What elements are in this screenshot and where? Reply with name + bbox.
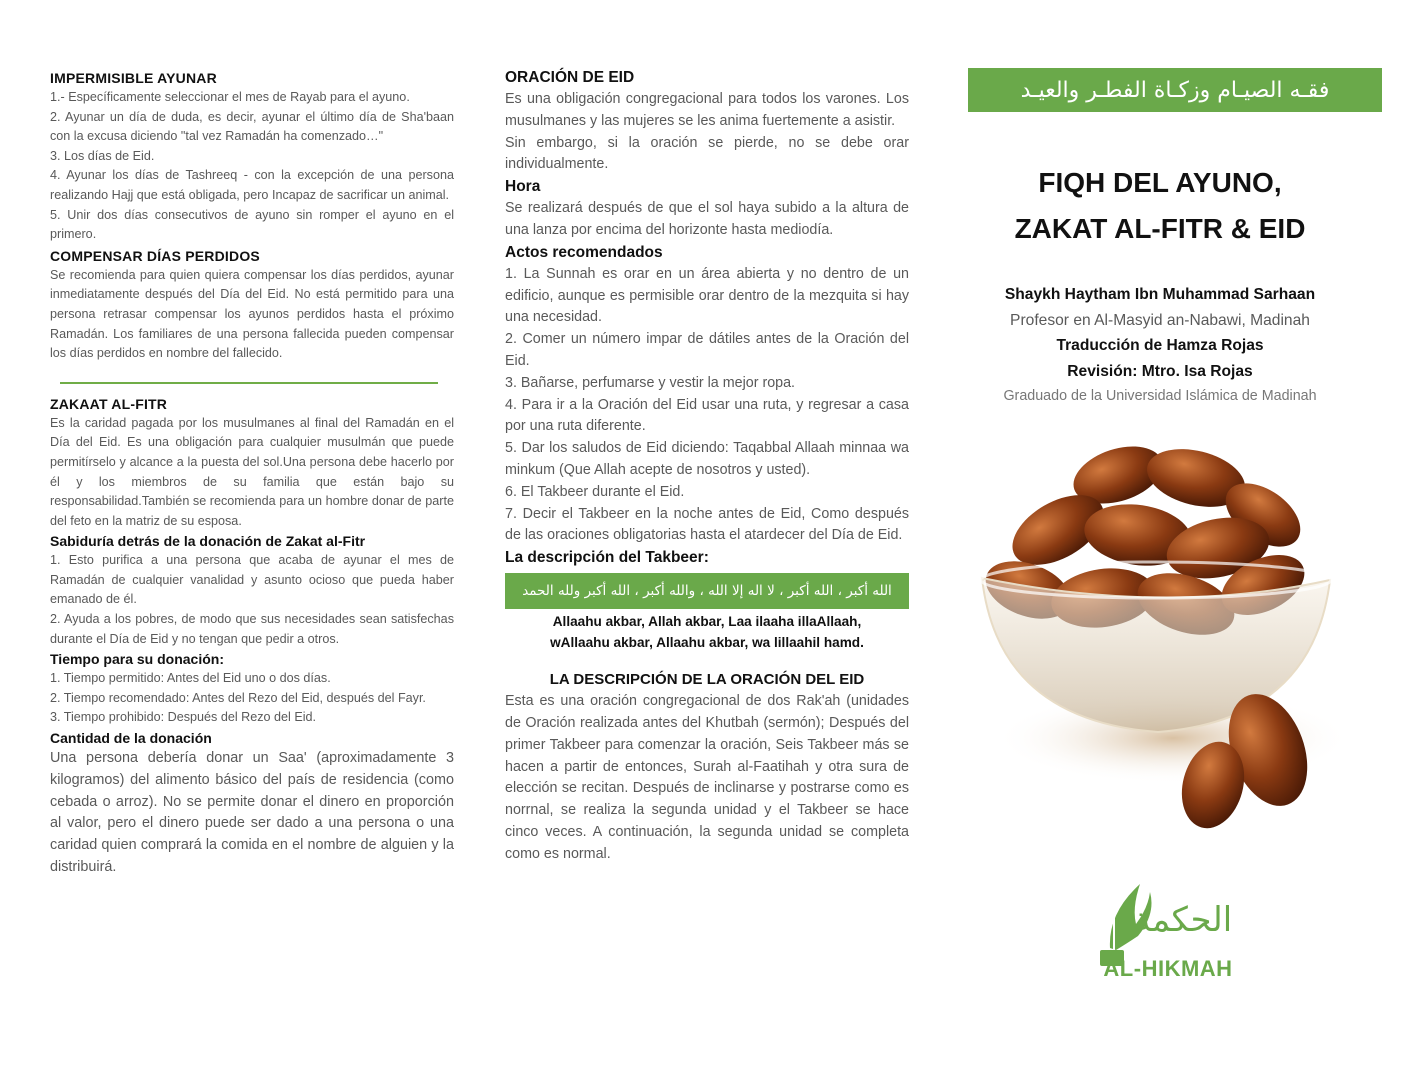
- section-title-sabiduria: Sabiduría detrás de la donación de Zakat al-Fitr: [50, 533, 366, 550]
- dates-bowl-illustration: [968, 420, 1354, 834]
- list-item: 3. Tiempo prohibido: Después del Rezo del Eid.: [50, 710, 317, 725]
- list-item: 1. La Sunnah es orar en un área abierta y no dentro de un edificio, aunque es permisible orar dentro de la mezquita si hay una necesidad.: [505, 265, 909, 326]
- takbeer-arabic-banner: الله أكبر ، الله أكبر ، لا اله إلا الله ، والله أكبر ، الله أكبر ولله الحمد: [505, 573, 909, 609]
- list-item: 4. Ayunar los días de Tashreeq - con la excepción de una persona realizando Hajj que está obligada, pero Incapaz de sacrificar un animal.: [50, 168, 454, 202]
- list-item: 1. Esto purifica a una persona que acaba de ayunar el mes de Ramadán de cualquier vanalidad y asunto ocioso que pueda haber emanado de él.: [50, 553, 454, 607]
- list-item: 1.- Específicamente seleccionar el mes de Rayab para el ayuno.: [50, 90, 410, 104]
- section-title-tiempo: Tiempo para su donación:: [50, 651, 224, 668]
- section-title-oracion: ORACIÓN DE EID: [505, 69, 635, 86]
- title-line-2: ZAKAT AL-FITR & EID: [1014, 213, 1306, 244]
- paragraph-descripcion: Esta es una oración congregacional de dos Rak'ah (unidades de Oración realizada antes del Khutbah (sermón); Después del primer Takbeer para comenzar la oración, Seis Takbeer más se hacen a partir de entonces, Surah al-Faatihah y otra sura de elección se recitan. Después de inclinarse y postrarse como es norrnal, se realiza la segunda unidad y el Takbeer se hace cinco veces. A continuación, la segunda unidad se completa como es normal.: [505, 693, 909, 862]
- author-role: Profesor en Al-Masyid an-Nabawi, Madinah: [1010, 311, 1310, 329]
- takbeer-transliteration-2: wAllaahu akbar, Allaahu akbar, wa lillaahil hamd.: [550, 635, 864, 651]
- list-item: 5. Dar los saludos de Eid diciendo: Taqabbal Allaah minnaa wa minkum (Que Allah acepte de nosotros y usted).: [505, 440, 909, 478]
- list-item: 3. Bañarse, perfumarse y vestir la mejor ropa.: [505, 374, 796, 391]
- paragraph-cantidad: Una persona debería donar un Saa' (aproximadamente 3 kilogramos) del alimento básico del país de residencia (como cebada o arroz). No se permite donar el dinero en proporción al valor, pero el dinero puede ser dado a una persona o una caridad quien comprará la comida en el nombre de alguien y la distribuirá.: [50, 750, 454, 876]
- list-item: 2. Ayuda a los pobres, de modo que sus necesidades sean satisfechas durante el Día de Eid y no tengan que pedir a otros.: [50, 612, 454, 646]
- section-title-hora: Hora: [505, 178, 541, 196]
- paragraph-oracion-2: Sin embargo, si la oración se pierde, no se debe orar individualmente.: [505, 134, 909, 173]
- page-title: [968, 160, 1352, 252]
- author-name: Shaykh Haytham Ibn Muhammad Sarhaan: [1004, 286, 1316, 303]
- section-title-zakaat: ZAKAAT AL-FITR: [50, 395, 168, 412]
- list-item: 6. El Takbeer durante el Eid.: [505, 483, 685, 500]
- section-title-compensar: COMPENSAR DÍAS PERDIDOS: [50, 247, 260, 264]
- middle-panel: [505, 66, 909, 866]
- title-line-1: FIQH DEL AYUNO,: [1038, 167, 1282, 198]
- green-divider: [60, 382, 438, 384]
- paragraph-zakaat: Es la caridad pagada por los musulmanes al final del Ramadán en el Día del Eid. Es una obligación para cualquier musulmán que puede permitírselo y alcance a la puesta del sol.Una persona debe hacerlo por él y los miembros de su familia que están bajo su responsabilidad.También se recomienda para un hombre donar de parte del feto en la matriz de su esposa.: [50, 415, 454, 528]
- translation-credit: Traducción de Hamza Rojas: [1056, 337, 1264, 355]
- section-title-cantidad: Cantidad de la donación: [50, 730, 212, 747]
- section-title-descripcion: LA DESCRIPCIÓN DE LA ORACIÓN DEL EID: [549, 671, 865, 689]
- logo-text: AL-HIKMAH: [1103, 956, 1233, 981]
- list-item: 2. Ayunar un día de duda, es decir, ayunar el último día de Sha'baan con la excusa diciendo "tal vez Ramadán ha comenzado…": [50, 109, 454, 144]
- left-panel: [50, 66, 454, 879]
- list-item: 7. Decir el Takbeer en la noche antes de Eid, Como después de las oraciones obligatorias hasta el atardecer del Día de Eid.: [505, 505, 909, 544]
- takbeer-transliteration-1: Allaahu akbar, Allah akbar, Laa ilaaha illaAllaah,: [552, 614, 862, 630]
- paragraph-oracion-1: Es una obligación congregacional para todos los varones. Los musulmanes y las mujeres se les anima fuertemente a asistir.: [505, 91, 909, 129]
- list-item: 5. Unir dos días consecutivos de ayuno sin romper el ayuno en el primero.: [50, 207, 454, 242]
- section-title-takbeer: La descripción del Takbeer:: [505, 549, 709, 567]
- section-title-impermisible: IMPERMISIBLE AYUNAR: [50, 70, 217, 86]
- section-title-actos: Actos recomendados: [505, 243, 663, 261]
- graduate-note: Graduado de la Universidad Islámica de Madinah: [1003, 388, 1317, 405]
- list-item: 3. Los días de Eid.: [50, 148, 155, 163]
- arabic-title-banner: فقـه الصيـام وزكـاة الفطـر والعيـد: [968, 68, 1382, 112]
- list-item: 4. Para ir a la Oración del Eid usar una ruta, y regresar a casa por una ruta diferente.: [505, 396, 909, 435]
- paragraph-hora: Se realizará después de que el sol haya subido a la altura de una lanza por encima del horizonte hasta mediodía.: [505, 200, 909, 238]
- paragraph-compensar: Se recomienda para quien quiera compensar los días perdidos, ayunar inmediatamente después del Día del Eid. No está permitido para una persona retrasar compensar los ayunos perdidos hasta el próximo Ramadán. Los familiares de una persona fallecida pueden compensar los días perdidos en nombre del fallecido.: [50, 267, 454, 361]
- list-item: 1. Tiempo permitido: Antes del Eid uno o dos días.: [50, 671, 331, 686]
- logo-arabic-text: الحكمة: [1133, 900, 1233, 940]
- list-item: 2. Tiempo recomendado: Antes del Rezo del Eid, después del Fayr.: [50, 690, 426, 705]
- list-item: 2. Comer un número impar de dátiles antes de la Oración del Eid.: [505, 331, 909, 369]
- credits-block: [968, 282, 1352, 408]
- revision-credit: Revisión: Mtro. Isa Rojas: [1067, 362, 1253, 380]
